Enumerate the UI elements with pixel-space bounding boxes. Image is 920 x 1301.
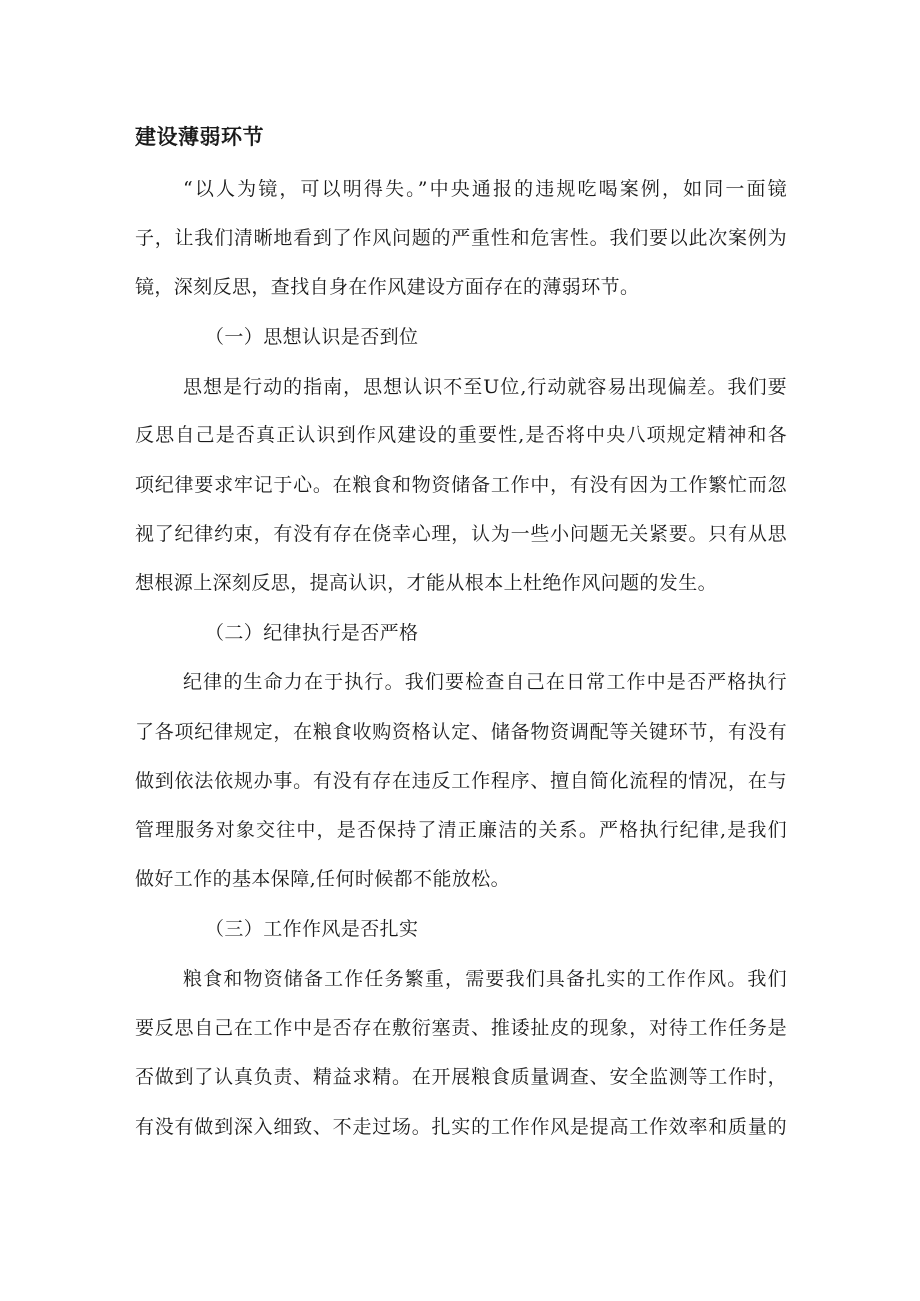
section-2-line-5: 做好工作的基本保障,任何时候都不能放松。: [135, 868, 511, 890]
section-3-line-1: 粮食和物资储备工作任务繁重，需要我们具备扎实的工作作风。我们: [183, 968, 787, 990]
section-heading: 建设薄弱环节: [135, 125, 264, 149]
section-2-line-2: 了各项纪律规定，在粮食收购资格认定、储备物资调配等关键环节，有没有: [135, 721, 787, 743]
section-2-line-4: 管理服务对象交往中，是否保持了清正廉洁的关系。严格执行纪律,是我们: [135, 819, 787, 841]
section-1-line-5: 想根源上深刻反思，提高认识，才能从根本上杜绝作风问题的发生。: [135, 572, 718, 594]
section-3-line-2: 要反思自己在工作中是否存在敷衍塞责、推诿扯皮的现象，对待工作任务是: [135, 1017, 787, 1039]
section-1-line-3: 项纪律要求牢记于心。在粮食和物资储备工作中，有没有因为工作繁忙而忽: [135, 474, 787, 496]
section-1-line-1: 思想是行动的指南，思想认识不至U位,行动就容易出现偏差。我们要: [183, 376, 787, 398]
section-2-line-3: 做到依法依规办事。有没有存在违反工作程序、擅自简化流程的情况，在与: [135, 770, 787, 792]
section-1-line-2: 反思自己是否真正认识到作风建设的重要性,是否将中央八项规定精神和各: [135, 424, 787, 446]
intro-line-3: 镜，深刻反思，查找自身在作风建设方面存在的薄弱环节。: [135, 276, 640, 298]
section-1-title: （一）思想认识是否到位: [205, 326, 419, 348]
section-2-line-1: 纪律的生命力在于执行。我们要检查自己在日常工作中是否严格执行: [183, 671, 787, 693]
intro-line-2: 子，让我们清晰地看到了作风问题的严重性和危害性。我们要以此次案例为: [135, 227, 787, 249]
intro-line-1: “以人为镜，可以明得失。”中央通报的违规吃喝案例，如同一面镜: [183, 178, 787, 200]
section-1-line-4: 视了纪律约束，有没有存在侥幸心理，认为一些小问题无关紧要。只有从思: [135, 523, 787, 545]
section-3-line-3: 否做到了认真负责、精益求精。在开展粮食质量调查、安全监测等工作时，: [135, 1066, 787, 1088]
section-3-title: （三）工作作风是否扎实: [205, 918, 419, 940]
section-3-line-4: 有没有做到深入细致、不走过场。扎实的工作作风是提高工作效率和质量的: [135, 1116, 787, 1138]
section-2-title: （二）纪律执行是否严格: [205, 622, 419, 644]
